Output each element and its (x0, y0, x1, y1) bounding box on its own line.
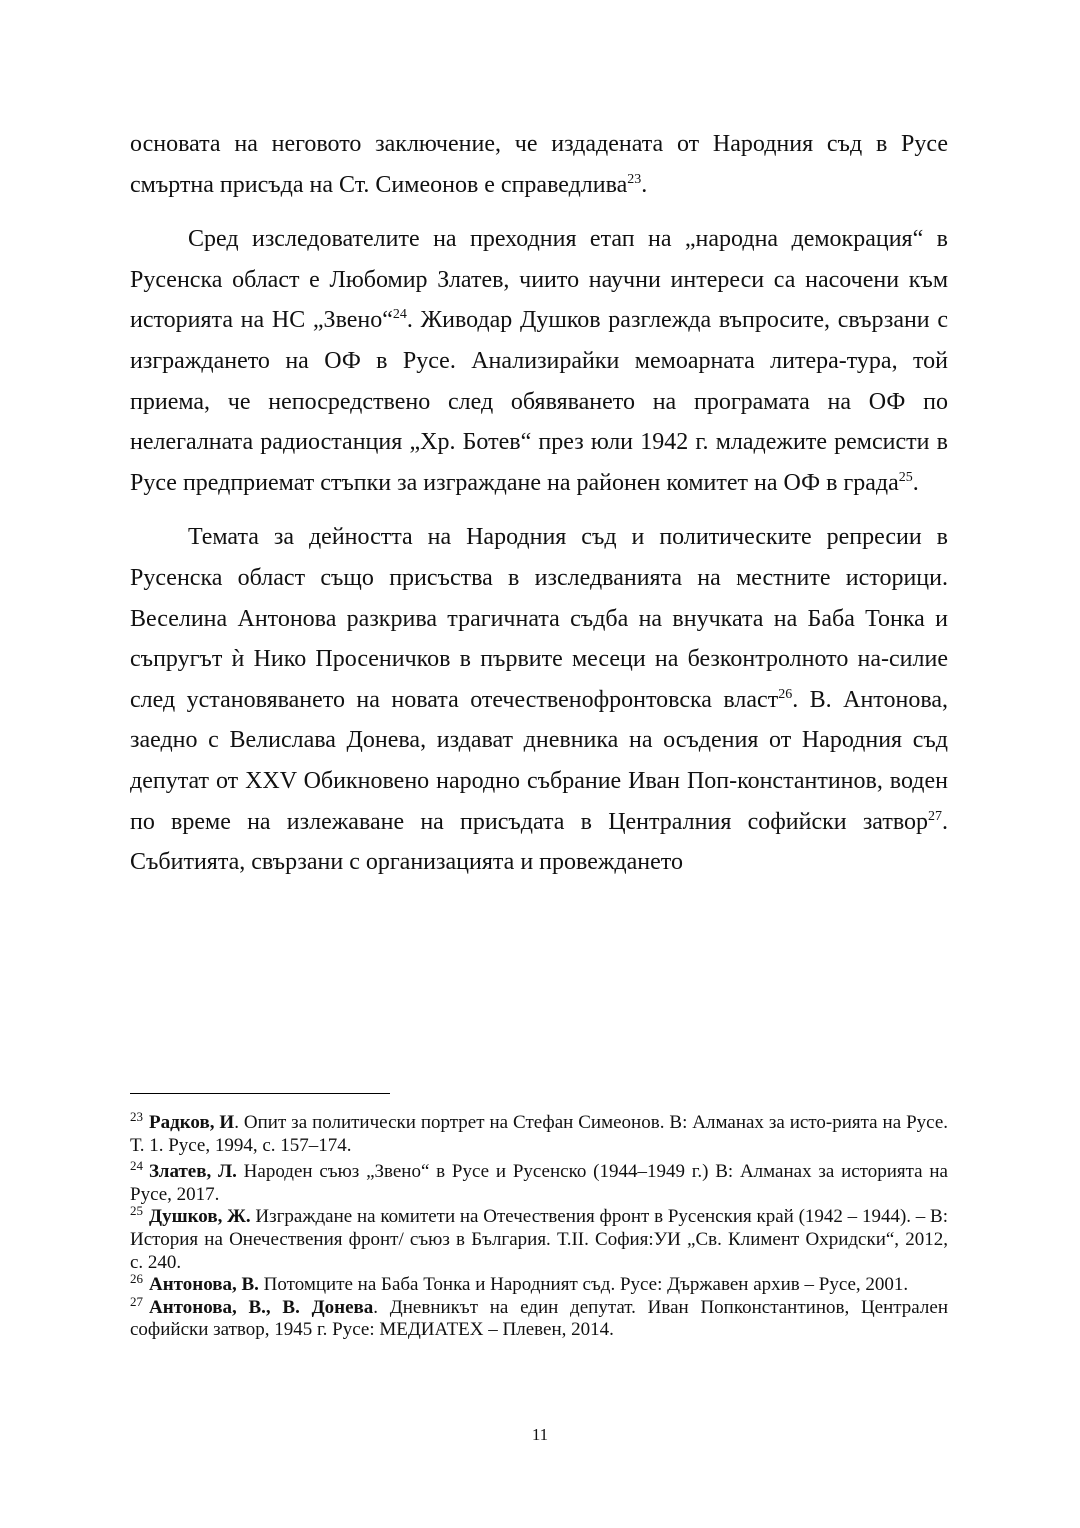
paragraph-3-text-a: Темата за дейността на Народния съд и политическите репресии в Русенска област също присъства в изследванията на местните историци. Веселина Антонова разкрива трагичната съдба на внучката на Баба Тонка и съпругът ѝ Нико Просеничков в първите месеци на безконтролното на-силие след установяването на новата отечественофронтовска власт (130, 524, 948, 713)
footnote-24 (130, 1158, 948, 1206)
footnote-ref-23[interactable]: 23 (627, 171, 642, 187)
footnote-author: Златев, Л. (149, 1161, 237, 1183)
footnote-text: Потомците на Баба Тонка и Народният съд. Русе: Държавен архив – Русе, 2001. (258, 1274, 909, 1296)
paragraph-2-end: . (912, 469, 919, 496)
footnote-number: 25 (130, 1203, 143, 1219)
footnotes (130, 1109, 949, 1342)
footnote-author: Радков, И (149, 1112, 235, 1133)
paragraph-1-text: основата на неговото заключение, че издадената от Народния съд в Русе смъртна присъда на Ст. Симеонов е справедлива (130, 131, 948, 198)
footnote-text: . Дневникът на един депутат. Иван Попконстантинов, Централен софийски затвор, 1945 г. Русе: МЕДИАТЕХ – Плевен, 2014. (130, 1296, 948, 1341)
footnote-ref-24[interactable]: 24 (392, 307, 407, 323)
footnote-ref-25[interactable]: 25 (898, 469, 913, 485)
footnote-ref-27[interactable]: 27 (928, 808, 942, 824)
footnote-number: 23 (130, 1109, 143, 1124)
footnote-number: 24 (130, 1158, 143, 1174)
footnote-25 (130, 1203, 948, 1274)
paragraph-3-text-b: . В. Антонова, заедно с Велислава Донева, издават дневника на осъдения от Народния съд депутат от XXV Обикновено народно събрание Иван Поп-константинов, воден по време на излежаване на присъдата в Централния софийски затвор (130, 686, 948, 835)
footnote-number: 27 (130, 1293, 143, 1309)
paragraph-1 (130, 124, 948, 205)
footnote-number: 26 (130, 1271, 143, 1287)
paragraph-2-text-b: . Живодар Душков разглежда въпросите, свързани с изграждането на ОФ в Русе. Анализирайки мемоарната литера-тура, той приема, че непосредствено след обявяването на програмата на ОФ по нелегалната радиостанция „Хр. Ботев“ през юли 1942 г. младежите ремсисти в Русе предприемат стъпки за изграждане на районен комитет на ОФ в града (130, 307, 948, 496)
footnote-26 (130, 1271, 948, 1297)
footnote-23 (130, 1109, 949, 1157)
footnote-ref-26[interactable]: 26 (778, 686, 793, 702)
footnote-author: Душков, Ж. (149, 1206, 251, 1228)
paragraph-2 (130, 219, 948, 503)
footnote-text: . Опит за политически портрет на Стефан Симеонов. В: Алманах за исто-рията на Русе. Т. 1. Русе, 1994, с. 157–174. (130, 1112, 949, 1156)
footnote-author: Антонова, В., В. Донева (149, 1296, 374, 1318)
paragraph-3-end: . Събитията, свързани с организацията и провеждането (130, 808, 948, 876)
footnote-separator (130, 1093, 390, 1094)
footnote-27 (130, 1293, 948, 1342)
paragraph-2-text-a: Сред изследователите на преходния етап на „народна демокрация“ в Русенска област е Любомир Златев, чиито научни интереси са насочени към историята на НС „Звено“ (130, 226, 948, 334)
footnote-text: Изграждане на комитети на Отечествения фронт в Русенския край (1942 – 1944). – В: История на Онечествения фронт/ съюз в България. Т.II. София:УИ „Св. Климент Охридски“, 2012, с. 240. (130, 1206, 948, 1273)
footnote-author: Антонова, В. (149, 1274, 259, 1296)
page-number: 11 (531, 1425, 549, 1444)
footnote-text: Народен съюз „Звено“ в Русе и Русенско (1944–1949 г.) В: Алманах за историята на Русе, 2017. (130, 1161, 948, 1205)
main-text (130, 124, 948, 883)
paragraph-1-end: . (641, 171, 648, 198)
paragraph-3 (130, 517, 948, 882)
